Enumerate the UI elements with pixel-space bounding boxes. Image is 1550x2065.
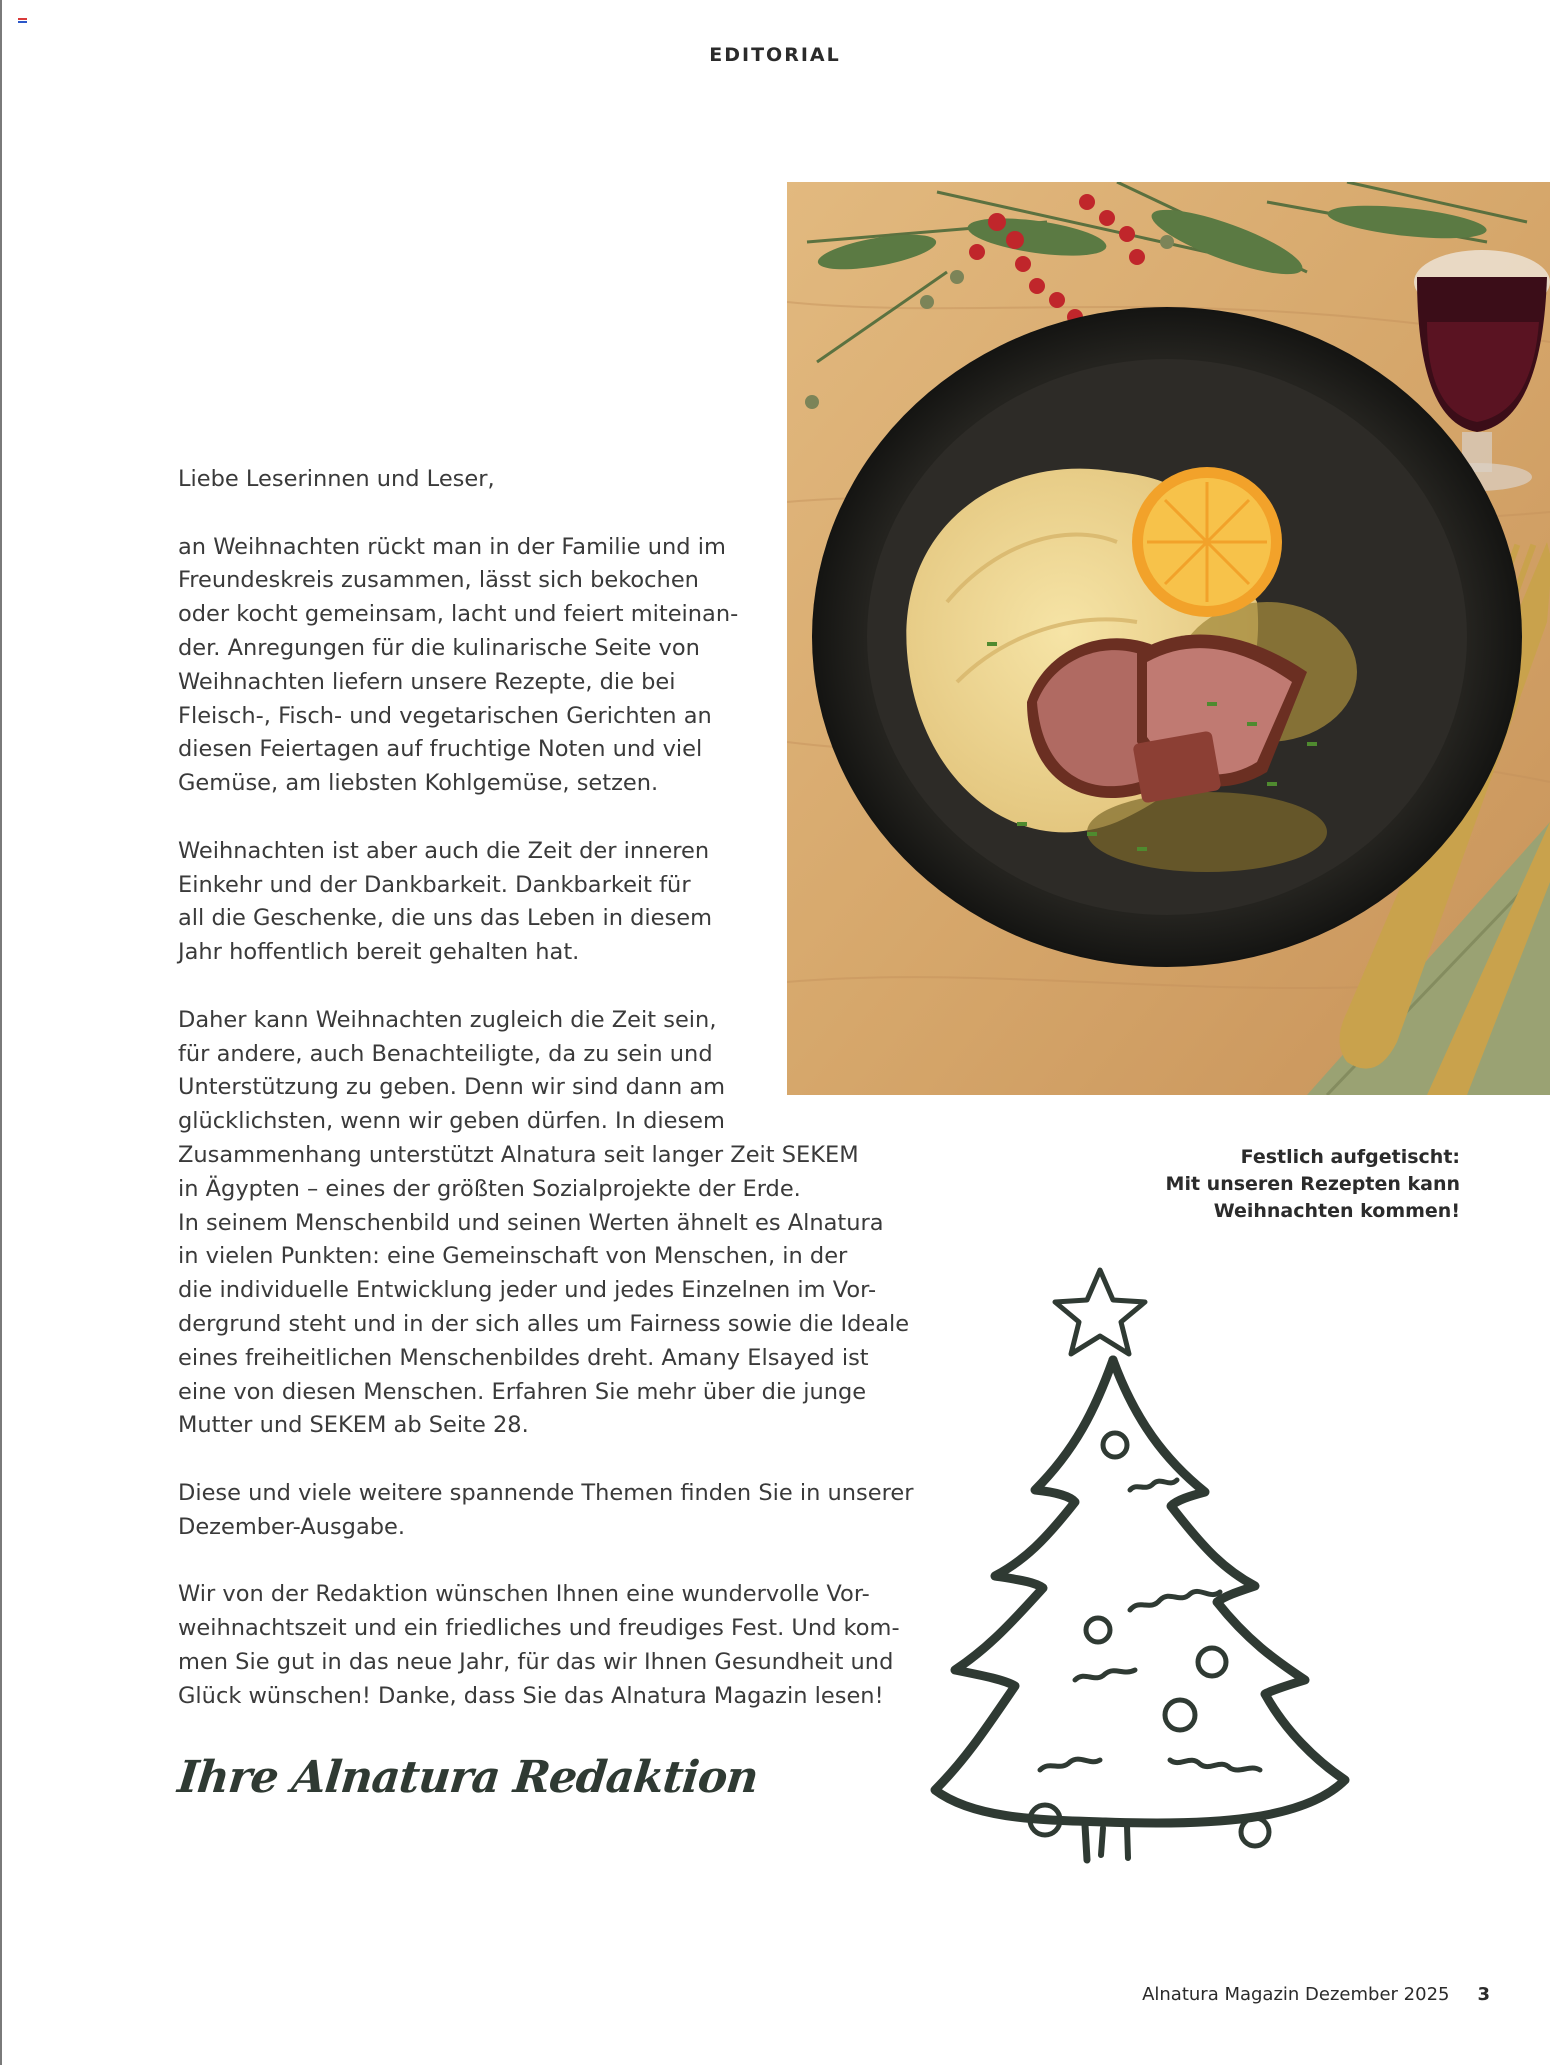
text-line: in vielen Punkten: eine Gemeinschaft von Menschen, in der bbox=[178, 1243, 848, 1270]
caption-line: Festlich aufgetischt: bbox=[1240, 1146, 1460, 1168]
text-line: In seinem Menschenbild und seinen Werten ähnelt es Alnatura bbox=[178, 1209, 884, 1236]
page-footer bbox=[1142, 1984, 1490, 2005]
text-line: eines freiheitlichen Menschenbildes dreht. Amany Elsayed ist bbox=[178, 1344, 869, 1371]
text-line: Daher kann Weihnachten zugleich die Zeit sein, bbox=[178, 1006, 717, 1033]
text-line: weihnachtszeit und ein friedliches und freudiges Fest. Und kom- bbox=[178, 1615, 900, 1642]
text-line: Weihnachten liefern unsere Rezepte, die bei bbox=[178, 668, 676, 695]
paragraph-gap bbox=[178, 1443, 918, 1477]
paragraph-gap bbox=[178, 801, 918, 835]
text-line: Liebe Leserinnen und Leser, bbox=[178, 466, 495, 492]
text-line: men Sie gut in das neue Jahr, für das wir Ihnen Gesundheit und bbox=[178, 1648, 894, 1675]
photo-caption bbox=[1040, 1144, 1460, 1225]
page-number: 3 bbox=[1477, 1984, 1490, 2005]
signature: Ihre Alnatura Redaktion bbox=[175, 1752, 761, 1803]
paragraph bbox=[178, 835, 918, 970]
paragraph-gap bbox=[178, 970, 918, 1004]
publication-name: Alnatura Magazin Dezember 2025 bbox=[1142, 1984, 1450, 2005]
flag-icon bbox=[18, 18, 27, 25]
text-line: Zusammenhang unterstützt Alnatura seit langer Zeit SEKEM bbox=[178, 1141, 859, 1168]
text-line: diesen Feiertagen auf fruchtige Noten und viel bbox=[178, 736, 703, 763]
paragraph bbox=[178, 1477, 918, 1545]
text-line: Gemüse, am liebsten Kohlgemüse, setzen. bbox=[178, 770, 659, 797]
paragraph bbox=[178, 531, 918, 801]
text-line: all die Geschenke, die uns das Leben in diesem bbox=[178, 905, 712, 932]
text-line: die individuelle Entwicklung jeder und jedes Einzelnen im Vor- bbox=[178, 1277, 877, 1304]
paragraph-gap bbox=[178, 497, 918, 531]
text-line: dergrund steht und in der sich alles um Fairness sowie die Ideale bbox=[178, 1310, 910, 1337]
section-label: EDITORIAL bbox=[709, 44, 841, 66]
text-line: Einkehr und der Dankbarkeit. Dankbarkeit für bbox=[178, 871, 691, 898]
text-line: Glück wünschen! Danke, dass Sie das Alnatura Magazin lesen! bbox=[178, 1682, 884, 1709]
text-line: glücklichsten, wenn wir geben dürfen. In diesem bbox=[178, 1108, 725, 1135]
text-line: Jahr hoffentlich bereit gehalten hat. bbox=[178, 939, 580, 966]
editorial-body bbox=[178, 463, 918, 1713]
caption-line: Weihnachten kommen! bbox=[1213, 1200, 1460, 1222]
page-edge-rule bbox=[0, 0, 2, 2065]
salutation bbox=[178, 463, 918, 497]
text-line: Unterstützung zu geben. Denn wir sind dann am bbox=[178, 1074, 726, 1101]
paragraph-gap bbox=[178, 1545, 918, 1579]
text-line: Diese und viele weitere spannende Themen finden Sie in unserer bbox=[178, 1479, 914, 1506]
text-line: Freundeskreis zusammen, lässt sich bekochen bbox=[178, 567, 699, 594]
caption-line: Mit unseren Rezepten kann bbox=[1165, 1173, 1460, 1195]
text-line: Fleisch-, Fisch- und vegetarischen Gerichten an bbox=[178, 702, 712, 729]
text-line: eine von diesen Menschen. Erfahren Sie mehr über die junge bbox=[178, 1378, 867, 1405]
text-line: der. Anregungen für die kulinarische Seite von bbox=[178, 634, 700, 661]
text-line: an Weihnachten rückt man in der Familie und im bbox=[178, 533, 726, 560]
text-line: Dezember-Ausgabe. bbox=[178, 1513, 406, 1540]
text-line: für andere, auch Benachteiligte, da zu sein und bbox=[178, 1040, 713, 1067]
paragraph bbox=[178, 1004, 918, 1443]
christmas-tree-icon bbox=[925, 1260, 1355, 1920]
text-line: Mutter und SEKEM ab Seite 28. bbox=[178, 1412, 529, 1439]
text-line: Wir von der Redaktion wünschen Ihnen eine wundervolle Vor- bbox=[178, 1581, 870, 1608]
paragraph bbox=[178, 1578, 918, 1713]
text-line: in Ägypten – eines der größten Sozialprojekte der Erde. bbox=[178, 1175, 801, 1202]
text-line: oder kocht gemeinsam, lacht und feiert miteinan- bbox=[178, 601, 739, 628]
text-line: Weihnachten ist aber auch die Zeit der inneren bbox=[178, 837, 710, 864]
